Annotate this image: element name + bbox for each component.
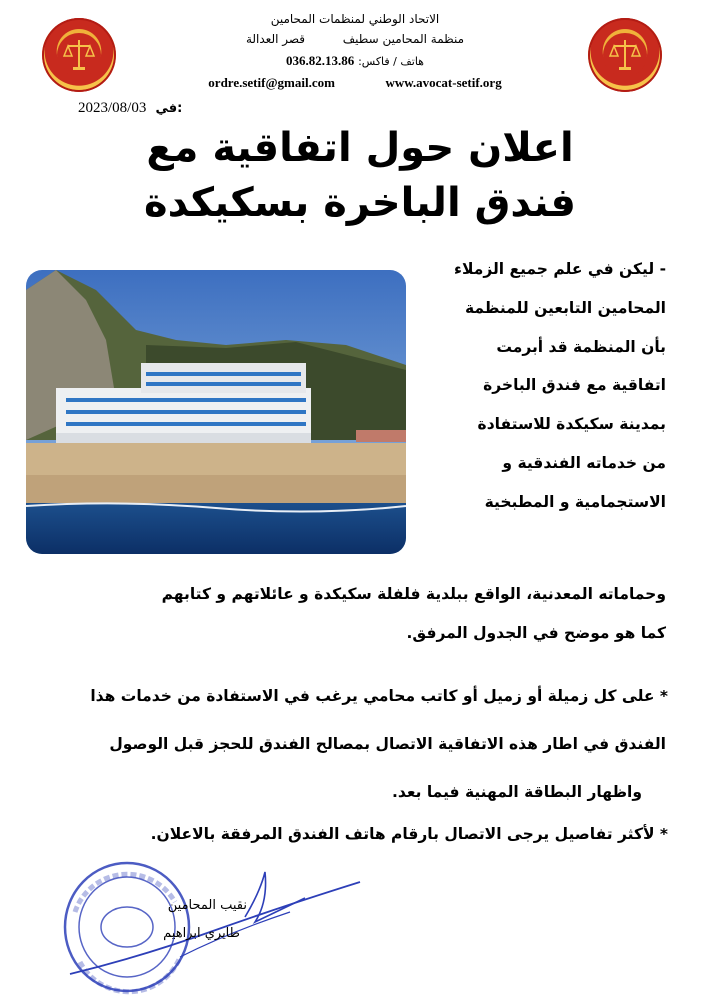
letterhead: [140, 12, 570, 97]
left-logo-emblem: [42, 18, 116, 92]
body-line-1: - ليكن في علم جميع الزملاء: [454, 260, 666, 278]
body-line-2: المحامين التابعين للمنظمة: [464, 299, 666, 317]
note-line-2: الفندق في اطار هذه الاتفاقية الاتصال بمصالح الفندق للحجز قبل الوصول: [109, 735, 666, 753]
body-line-7: الاستجمامية و المطبخية: [484, 493, 666, 511]
phone-label: هاتف / فاكس:: [358, 55, 424, 68]
palace-of-justice: قصر العدالة: [245, 32, 306, 46]
body-line-5: بمدينة سكيكدة للاستفادة: [477, 415, 666, 433]
hotel-photo: [26, 270, 406, 554]
signatory-role: نقيب المحامين: [167, 898, 247, 913]
body-line-6: من خدماته الفندقية و: [502, 454, 666, 472]
org-regional-line: [140, 32, 570, 46]
title-line-2: فندق الباخرة بسكيكدة: [144, 180, 576, 226]
signature-scribble: [60, 862, 370, 982]
note-line-3: واظهار البطاقة المهنية فيما بعد.: [392, 783, 642, 801]
body-line-8: وحماماته المعدنية، الواقع ببلدية فلفلة سكيكدة و عائلاتهم و كتابهم: [161, 585, 666, 603]
title-line-1: اعلان حول اتفاقية مع: [146, 125, 574, 171]
note-line-4: * لأكثر تفاصيل يرجى الاتصال بارقام هاتف الفندق المرفقة بالاعلان.: [150, 825, 668, 843]
phone-number: 036.82.13.86: [286, 53, 355, 68]
contact-line: [140, 75, 570, 91]
body-line-4: اتفاقية مع فندق الباخرة: [483, 376, 666, 394]
body-line-9: كما هو موضح في الجدول المرفق.: [406, 624, 666, 642]
body-line-3: بأن المنظمة قد أبرمت: [496, 338, 666, 356]
signatory-name: طايري ابراهيم: [163, 926, 240, 941]
org-national: الاتحاد الوطني لمنظمات المحامين: [270, 12, 440, 26]
date-value: 2023/08/03: [78, 100, 147, 116]
website[interactable]: www.avocat-setif.org: [385, 75, 502, 90]
date-label: في:: [155, 101, 183, 116]
phone-line: [140, 53, 570, 69]
org-regional: منظمة المحامين سطيف: [342, 32, 465, 46]
right-logo-emblem: [588, 18, 662, 92]
date-line: [78, 97, 182, 117]
note-line-1: * على كل زميلة أو زميل أو كاتب محامي يرغب في الاستفادة من خدمات هذا: [90, 687, 668, 705]
email[interactable]: ordre.setif@gmail.com: [208, 75, 335, 90]
